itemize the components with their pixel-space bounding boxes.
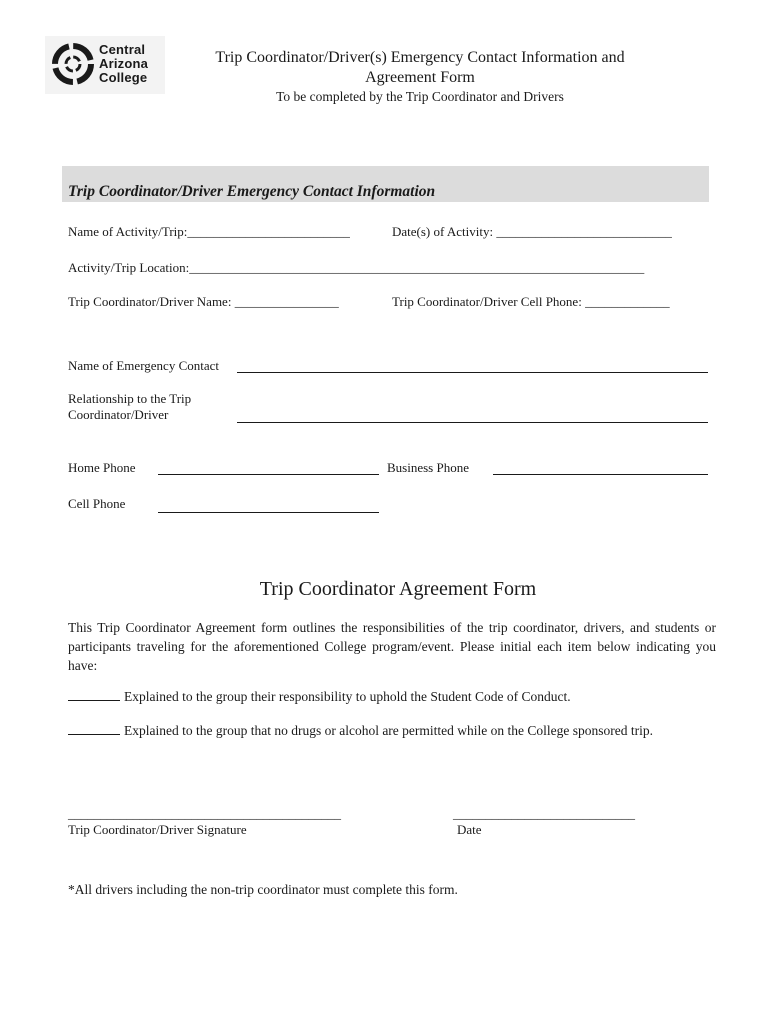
emergency-contact-name-label: Name of Emergency Contact <box>68 358 220 373</box>
college-logo-wordmark <box>99 43 148 85</box>
date-label: Date <box>457 822 482 837</box>
cell-phone-input[interactable] <box>158 512 379 513</box>
relationship-input[interactable] <box>237 422 708 423</box>
section-heading-bar <box>62 166 709 202</box>
activity-location-field[interactable]: Activity/Trip Location:______________________________________________________________________ <box>68 260 645 275</box>
business-phone-label: Business Phone <box>387 460 469 475</box>
agreement-title: Trip Coordinator Agreement Form <box>259 578 537 600</box>
college-logo-mark-icon <box>51 42 95 86</box>
section-heading: Trip Coordinator/Driver Emergency Contact Information <box>68 183 436 200</box>
home-phone-label: Home Phone <box>68 460 136 475</box>
initial-blank-2[interactable] <box>68 722 120 735</box>
cell-phone-label: Cell Phone <box>68 496 126 511</box>
emergency-contact-name-input[interactable] <box>237 372 708 373</box>
signature-line[interactable]: __________________________________________ <box>68 806 341 821</box>
coordinator-name-field[interactable]: Trip Coordinator/Driver Name: ________________ <box>68 294 339 309</box>
logo-line-1: Central <box>99 42 146 57</box>
agreement-item-2-text: Explained to the group that no drugs or alcohol are permitted while on the College sponsored trip. <box>124 723 653 738</box>
logo-line-3: College <box>99 70 148 85</box>
agreement-intro: This Trip Coordinator Agreement form outlines the responsibilities of the trip coordinator, drivers, and students or participants traveling for the aforementioned College program/event. Please initial each item below indicating you have: <box>68 620 716 673</box>
logo-line-2: Arizona <box>99 56 149 71</box>
form-title: Trip Coordinator/Driver(s) Emergency Contact Information and Agreement Form <box>215 49 625 86</box>
activity-dates-field[interactable]: Date(s) of Activity: ___________________________ <box>392 224 672 239</box>
agreement-item-2 <box>68 722 653 739</box>
activity-name-field[interactable]: Name of Activity/Trip:_________________________ <box>68 224 350 239</box>
business-phone-input[interactable] <box>493 474 708 475</box>
college-logo <box>45 36 165 94</box>
agreement-item-1 <box>68 688 571 705</box>
coordinator-phone-field[interactable]: Trip Coordinator/Driver Cell Phone: _____________ <box>392 294 670 309</box>
signature-label: Trip Coordinator/Driver Signature <box>68 822 247 837</box>
agreement-item-1-text: Explained to the group their responsibility to uphold the Student Code of Conduct. <box>124 689 571 704</box>
form-subtitle: To be completed by the Trip Coordinator and Drivers <box>276 89 564 104</box>
relationship-label-line-1: Relationship to the Trip <box>68 391 192 406</box>
initial-blank-1[interactable] <box>68 688 120 701</box>
home-phone-input[interactable] <box>158 474 379 475</box>
footnote: *All drivers including the non-trip coordinator must complete this form. <box>68 882 458 897</box>
relationship-label-line-2: Coordinator/Driver <box>68 407 169 422</box>
date-line[interactable]: ____________________________ <box>453 806 635 821</box>
